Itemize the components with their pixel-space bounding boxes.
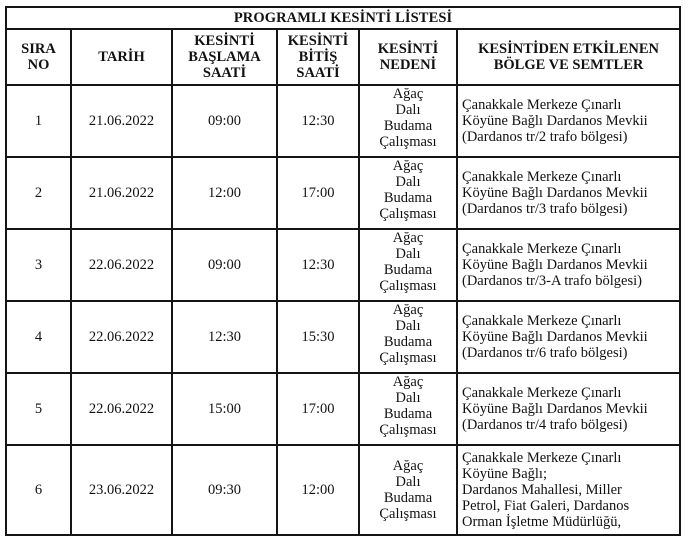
row-start-time: 12:00 [172,157,277,229]
row-reason: Ağaç Dalı Budama Çalışması [359,373,457,445]
row-reason: Ağaç Dalı Budama Çalışması [359,85,457,157]
header-start-time: KESİNTİ BAŞLAMA SAATİ [172,29,277,85]
row-number: 1 [6,85,71,157]
row-region: Çanakkale Merkeze Çınarlı Köyüne Bağlı Dardanos Mevkii (Dardanos tr/3 trafo bölgesi) [457,157,680,229]
table-title: PROGRAMLI KESİNTİ LİSTESİ [6,7,680,29]
row-end-time: 12:00 [277,445,359,535]
row-date: 22.06.2022 [71,301,172,373]
row-region: Çanakkale Merkeze Çınarlı Köyüne Bağlı Dardanos Mevkii (Dardanos tr/2 trafo bölgesi) [457,85,680,157]
row-date: 23.06.2022 [71,445,172,535]
row-number: 4 [6,301,71,373]
table-row [6,445,680,535]
row-end-time: 17:00 [277,157,359,229]
table-row [6,157,680,229]
outage-schedule-table [5,6,681,536]
header-tarih: TARİH [71,29,172,85]
row-region: Çanakkale Merkeze Çınarlı Köyüne Bağlı Dardanos Mevkii (Dardanos tr/3-A trafo bölgesi) [457,229,680,301]
row-date: 21.06.2022 [71,85,172,157]
column-header-row [6,29,680,85]
row-start-time: 09:30 [172,445,277,535]
row-region: Çanakkale Merkeze Çınarlı Köyüne Bağlı; Dardanos Mahallesi, Miller Petrol, Fiat Galeri, Dardanos Orman İşletme Müdürlüğü, [457,445,680,535]
row-start-time: 15:00 [172,373,277,445]
row-date: 22.06.2022 [71,229,172,301]
row-reason: Ağaç Dalı Budama Çalışması [359,157,457,229]
row-reason: Ağaç Dalı Budama Çalışması [359,229,457,301]
table-title-row [6,7,680,29]
row-reason: Ağaç Dalı Budama Çalışması [359,301,457,373]
row-reason: Ağaç Dalı Budama Çalışması [359,445,457,535]
header-affected-regions: KESİNTİDEN ETKİLENEN BÖLGE VE SEMTLER [457,29,680,85]
row-number: 5 [6,373,71,445]
header-sira-no: SIRA NO [6,29,71,85]
table-row [6,85,680,157]
row-end-time: 12:30 [277,229,359,301]
row-region: Çanakkale Merkeze Çınarlı Köyüne Bağlı Dardanos Mevkii (Dardanos tr/4 trafo bölgesi) [457,373,680,445]
row-start-time: 09:00 [172,85,277,157]
row-end-time: 15:30 [277,301,359,373]
row-end-time: 12:30 [277,85,359,157]
row-date: 22.06.2022 [71,373,172,445]
row-date: 21.06.2022 [71,157,172,229]
row-region: Çanakkale Merkeze Çınarlı Köyüne Bağlı Dardanos Mevkii (Dardanos tr/6 trafo bölgesi) [457,301,680,373]
header-reason: KESİNTİ NEDENİ [359,29,457,85]
row-number: 2 [6,157,71,229]
row-end-time: 17:00 [277,373,359,445]
header-end-time: KESİNTİ BİTİŞ SAATİ [277,29,359,85]
table-row [6,301,680,373]
table-row [6,229,680,301]
table-row [6,373,680,445]
row-start-time: 09:00 [172,229,277,301]
row-number: 3 [6,229,71,301]
row-number: 6 [6,445,71,535]
row-start-time: 12:30 [172,301,277,373]
